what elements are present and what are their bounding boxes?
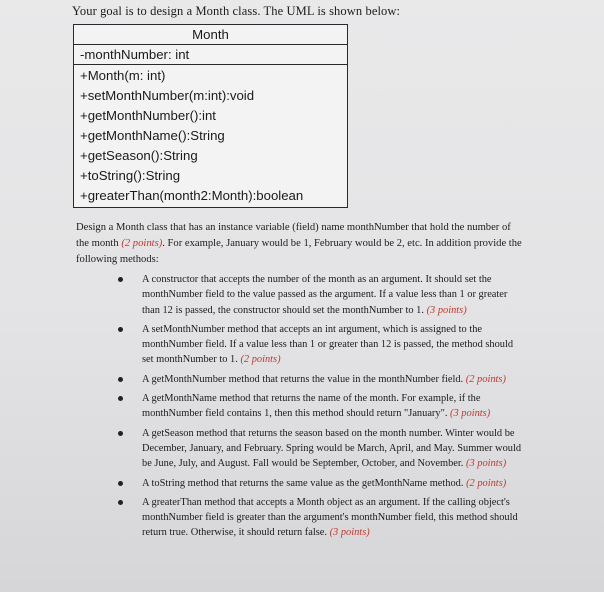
points-label: (3 points) (450, 408, 491, 420)
list-item (76, 272, 526, 318)
uml-method: +greaterThan(month2:Month):boolean (80, 188, 304, 203)
description-text: . For example, January would be 1, February would be 2, etc. In addition provide the following methods: (76, 238, 522, 265)
list-item (76, 476, 526, 491)
uml-method: +getMonthNumber():int (80, 108, 216, 123)
uml-method: +Month(m: int) (80, 68, 166, 83)
requirement-text: A greaterThan method that accepts a Month object as an argument. If the calling object's monthNumber field is greater than the argument's monthNumber field, this method should return true. Otherwise, it should return false. (142, 496, 518, 539)
intro-text: Your goal is to design a Month class. The UML is shown below: (72, 4, 401, 18)
uml-method: +getMonthName():String (80, 128, 225, 143)
uml-methods (74, 65, 347, 207)
requirements-list (76, 272, 526, 545)
list-item (76, 372, 526, 387)
bullet-icon (118, 327, 123, 332)
requirement-text: A getSeason method that returns the season based on the month number. Winter would be December, January, and February. Spring would be March, April, and May. Summer would be June, July, and August. Fall would be September, October, and November. (142, 427, 522, 470)
list-item (76, 426, 526, 472)
uml-method: +getSeason():String (80, 148, 198, 163)
bullet-icon (118, 500, 123, 505)
requirement-text: A setMonthNumber method that accepts an int argument, which is assigned to the monthNumber field. If a value less than 1 or greater than 12 is passed, the method should set monthNumber to 1. (142, 323, 514, 366)
bullet-icon (118, 396, 123, 401)
list-item (76, 391, 526, 422)
uml-field: -monthNumber: int (74, 45, 347, 65)
requirement-text: A getMonthName method that returns the name of the month. For example, if the monthNumber field contains 1, then this method should return "January". (142, 393, 481, 420)
document (58, 0, 564, 592)
points-label: (3 points) (426, 304, 467, 316)
uml-class-name: Month (74, 25, 347, 45)
requirement-text: A toString method that returns the same value as the getMonthName method. (142, 477, 464, 489)
bullet-icon (118, 481, 123, 486)
uml-method: +toString():String (80, 168, 181, 183)
requirement-text: A getMonthNumber method that returns the value in the monthNumber field. (142, 373, 464, 385)
description-paragraph (76, 220, 526, 268)
bullet-icon (118, 431, 123, 436)
description-text: Design a Month class that has an instance variable (field) name monthNumber that hold the number of the month (76, 222, 511, 249)
list-item (76, 495, 526, 541)
list-item (76, 322, 526, 368)
points-label: (2 points) (121, 238, 163, 249)
points-label: (2 points) (465, 373, 506, 385)
points-label: (2 points) (466, 477, 507, 489)
points-label: (3 points) (466, 458, 507, 470)
points-label: (2 points) (240, 354, 281, 366)
requirement-text: A constructor that accepts the number of the month as an argument. It should set the monthNumber field to the value passed as the argument. If a value less than 1 or greater than 12 is passed, the constructor should set the monthNumber to 1. (142, 274, 508, 316)
points-label: (3 points) (329, 527, 370, 539)
uml-method: +setMonthNumber(m:int):void (80, 88, 255, 103)
uml-diagram (73, 24, 348, 208)
bullet-icon (118, 277, 123, 282)
bullet-icon (118, 377, 123, 382)
